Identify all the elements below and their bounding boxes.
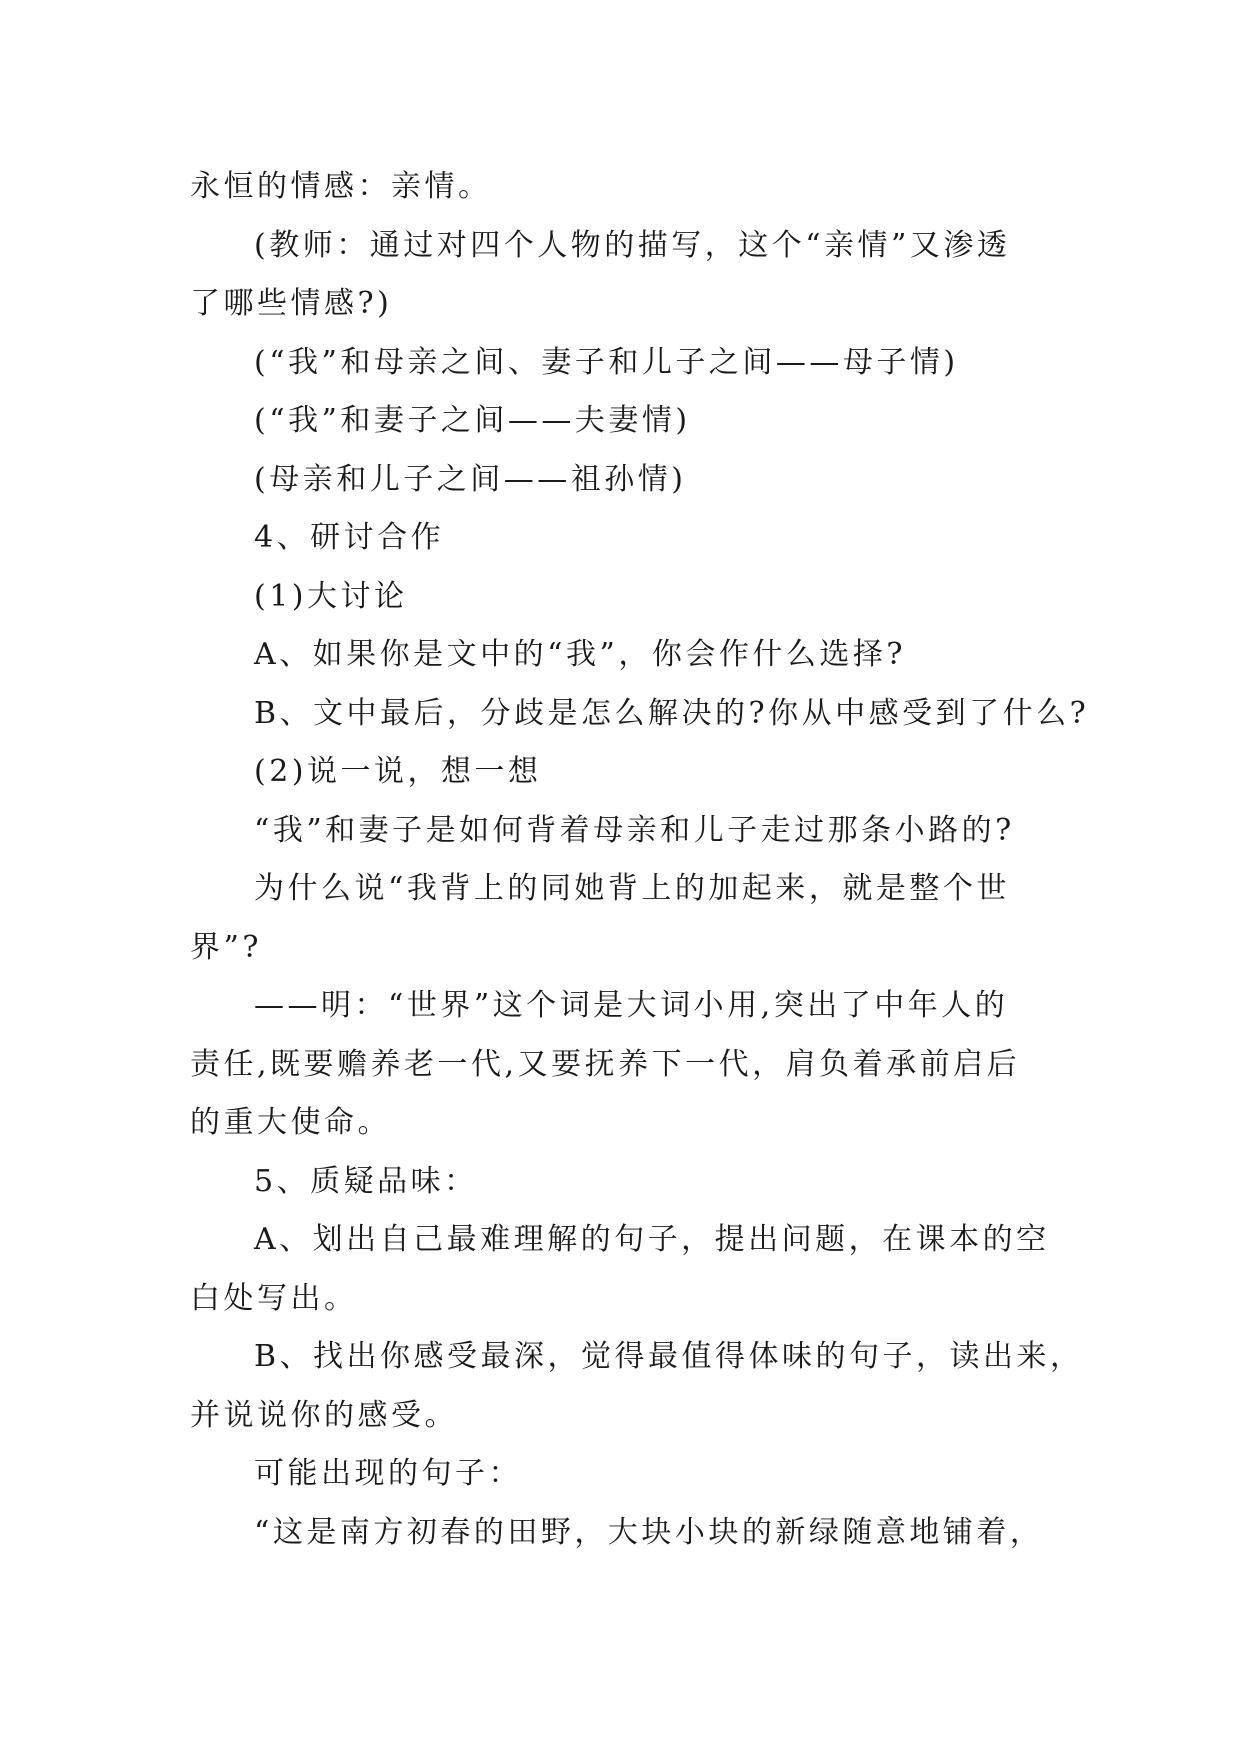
text-line: (“我”和母亲之间、妻子和儿子之间——母子情): [254, 344, 959, 380]
question-item: A、如果你是文中的“我”，你会作什么选择?: [254, 637, 906, 672]
text-line: 责任,既要赡养老一代,又要抚养下一代，肩负着承前启后: [190, 1046, 1021, 1082]
question-item: B、文中最后，分歧是怎么解决的?你从中感受到了什么?: [254, 695, 1090, 731]
text-line: 可能出现的句子：: [254, 1456, 522, 1491]
text-line: 并说说你的感受。: [190, 1397, 458, 1433]
subsection-heading: (1)大讨论: [254, 578, 408, 614]
subsection-heading: (2)说一说，想一想: [254, 754, 542, 789]
text-line: (教师：通过对四个人物的描写，这个“亲情”又渗透: [254, 227, 1011, 263]
text-line: (母亲和儿子之间——祖孙情): [254, 461, 687, 497]
text-line: “我”和妻子是如何背着母亲和儿子走过那条小路的?: [254, 812, 1015, 848]
text-line: 白处写出。: [190, 1280, 358, 1316]
text-line: ——明：“世界”这个词是大词小用,突出了中年人的: [254, 988, 1009, 1023]
text-line: 为什么说“我背上的同她背上的加起来，就是整个世: [254, 871, 1010, 906]
text-line: “这是南方初春的田野，大块小块的新绿随意地铺着，: [254, 1514, 1044, 1550]
section-heading: 4、研讨合作: [254, 520, 445, 555]
text-line: (“我”和妻子之间——夫妻情): [254, 403, 691, 438]
question-item: B、找出你感受最深，觉得最值得体味的句子，读出来，: [254, 1339, 1084, 1374]
section-heading: 5、质疑品味：: [254, 1163, 478, 1199]
text-line: 永恒的情感：亲情。: [190, 169, 492, 204]
document-body: [190, 158, 1090, 1562]
text-line: 界”?: [190, 929, 262, 965]
question-item: A、划出自己最难理解的句子，提出问题，在课本的空: [254, 1222, 1050, 1257]
text-line: 的重大使命。: [190, 1105, 391, 1140]
text-line: 了哪些情感?): [190, 286, 393, 321]
